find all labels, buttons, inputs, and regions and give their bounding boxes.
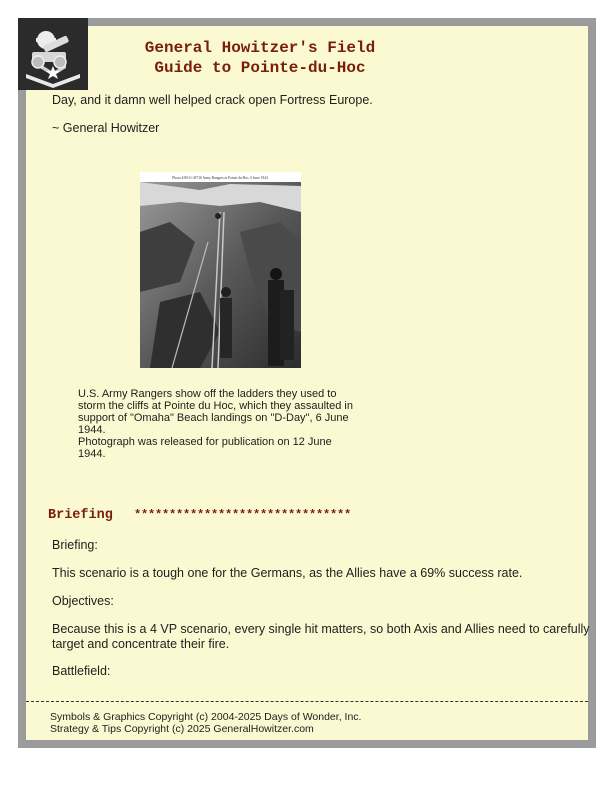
caption-line: 1944.: [78, 448, 106, 460]
footer-divider: [26, 701, 588, 702]
photo-caption: [78, 388, 368, 460]
objectives-text-line-2: target and concentrate their fire.: [52, 637, 230, 651]
footer: [50, 711, 361, 735]
caption-line: U.S. Army Rangers show off the ladders they used to: [78, 388, 337, 400]
section-divider-stars: *******************************: [134, 508, 352, 522]
title-line-1: General Howitzer's Field: [144, 39, 376, 57]
caption-line: support of "Omaha" Beach landings on "D-Day", 6 June: [78, 412, 349, 424]
objectives-text-line-1: Because this is a 4 VP scenario, every single hit matters, so both Axis and Allies need to carefully: [52, 622, 590, 636]
objectives-label: Objectives:: [52, 594, 114, 608]
caption-line: Photograph was released for publication on 12 June: [78, 436, 332, 448]
page-title: [110, 38, 410, 78]
caption-line: storm the cliffs at Pointe du Hoc, which they assaulted in: [78, 400, 353, 412]
battlefield-label: Battlefield:: [52, 664, 111, 678]
howitzer-cannon-icon: [18, 18, 88, 90]
photo-header-text: Photo # 80-G-45716 Army Rangers at Pointe du Hoc, 6 June 1944: [172, 176, 268, 180]
intro-text: Day, and it damn well helped crack open Fortress Europe.: [52, 93, 373, 107]
footer-copyright-strategy: Strategy & Tips Copyright (c) 2025 GeneralHowitzer.com: [50, 723, 314, 735]
footer-copyright-graphics: Symbols & Graphics Copyright (c) 2004-2025 Days of Wonder, Inc.: [50, 711, 362, 723]
briefing-label: Briefing:: [52, 538, 98, 552]
briefing-section-title: Briefing: [48, 508, 113, 523]
briefing-text: This scenario is a tough one for the Germans, as the Allies have a 69% success rate.: [52, 566, 523, 580]
title-line-2: Guide to Pointe-du-Hoc: [154, 59, 366, 77]
signature: ~ General Howitzer: [52, 121, 160, 135]
caption-line: 1944.: [78, 424, 106, 436]
ranger-cliff-photo: [140, 172, 301, 368]
